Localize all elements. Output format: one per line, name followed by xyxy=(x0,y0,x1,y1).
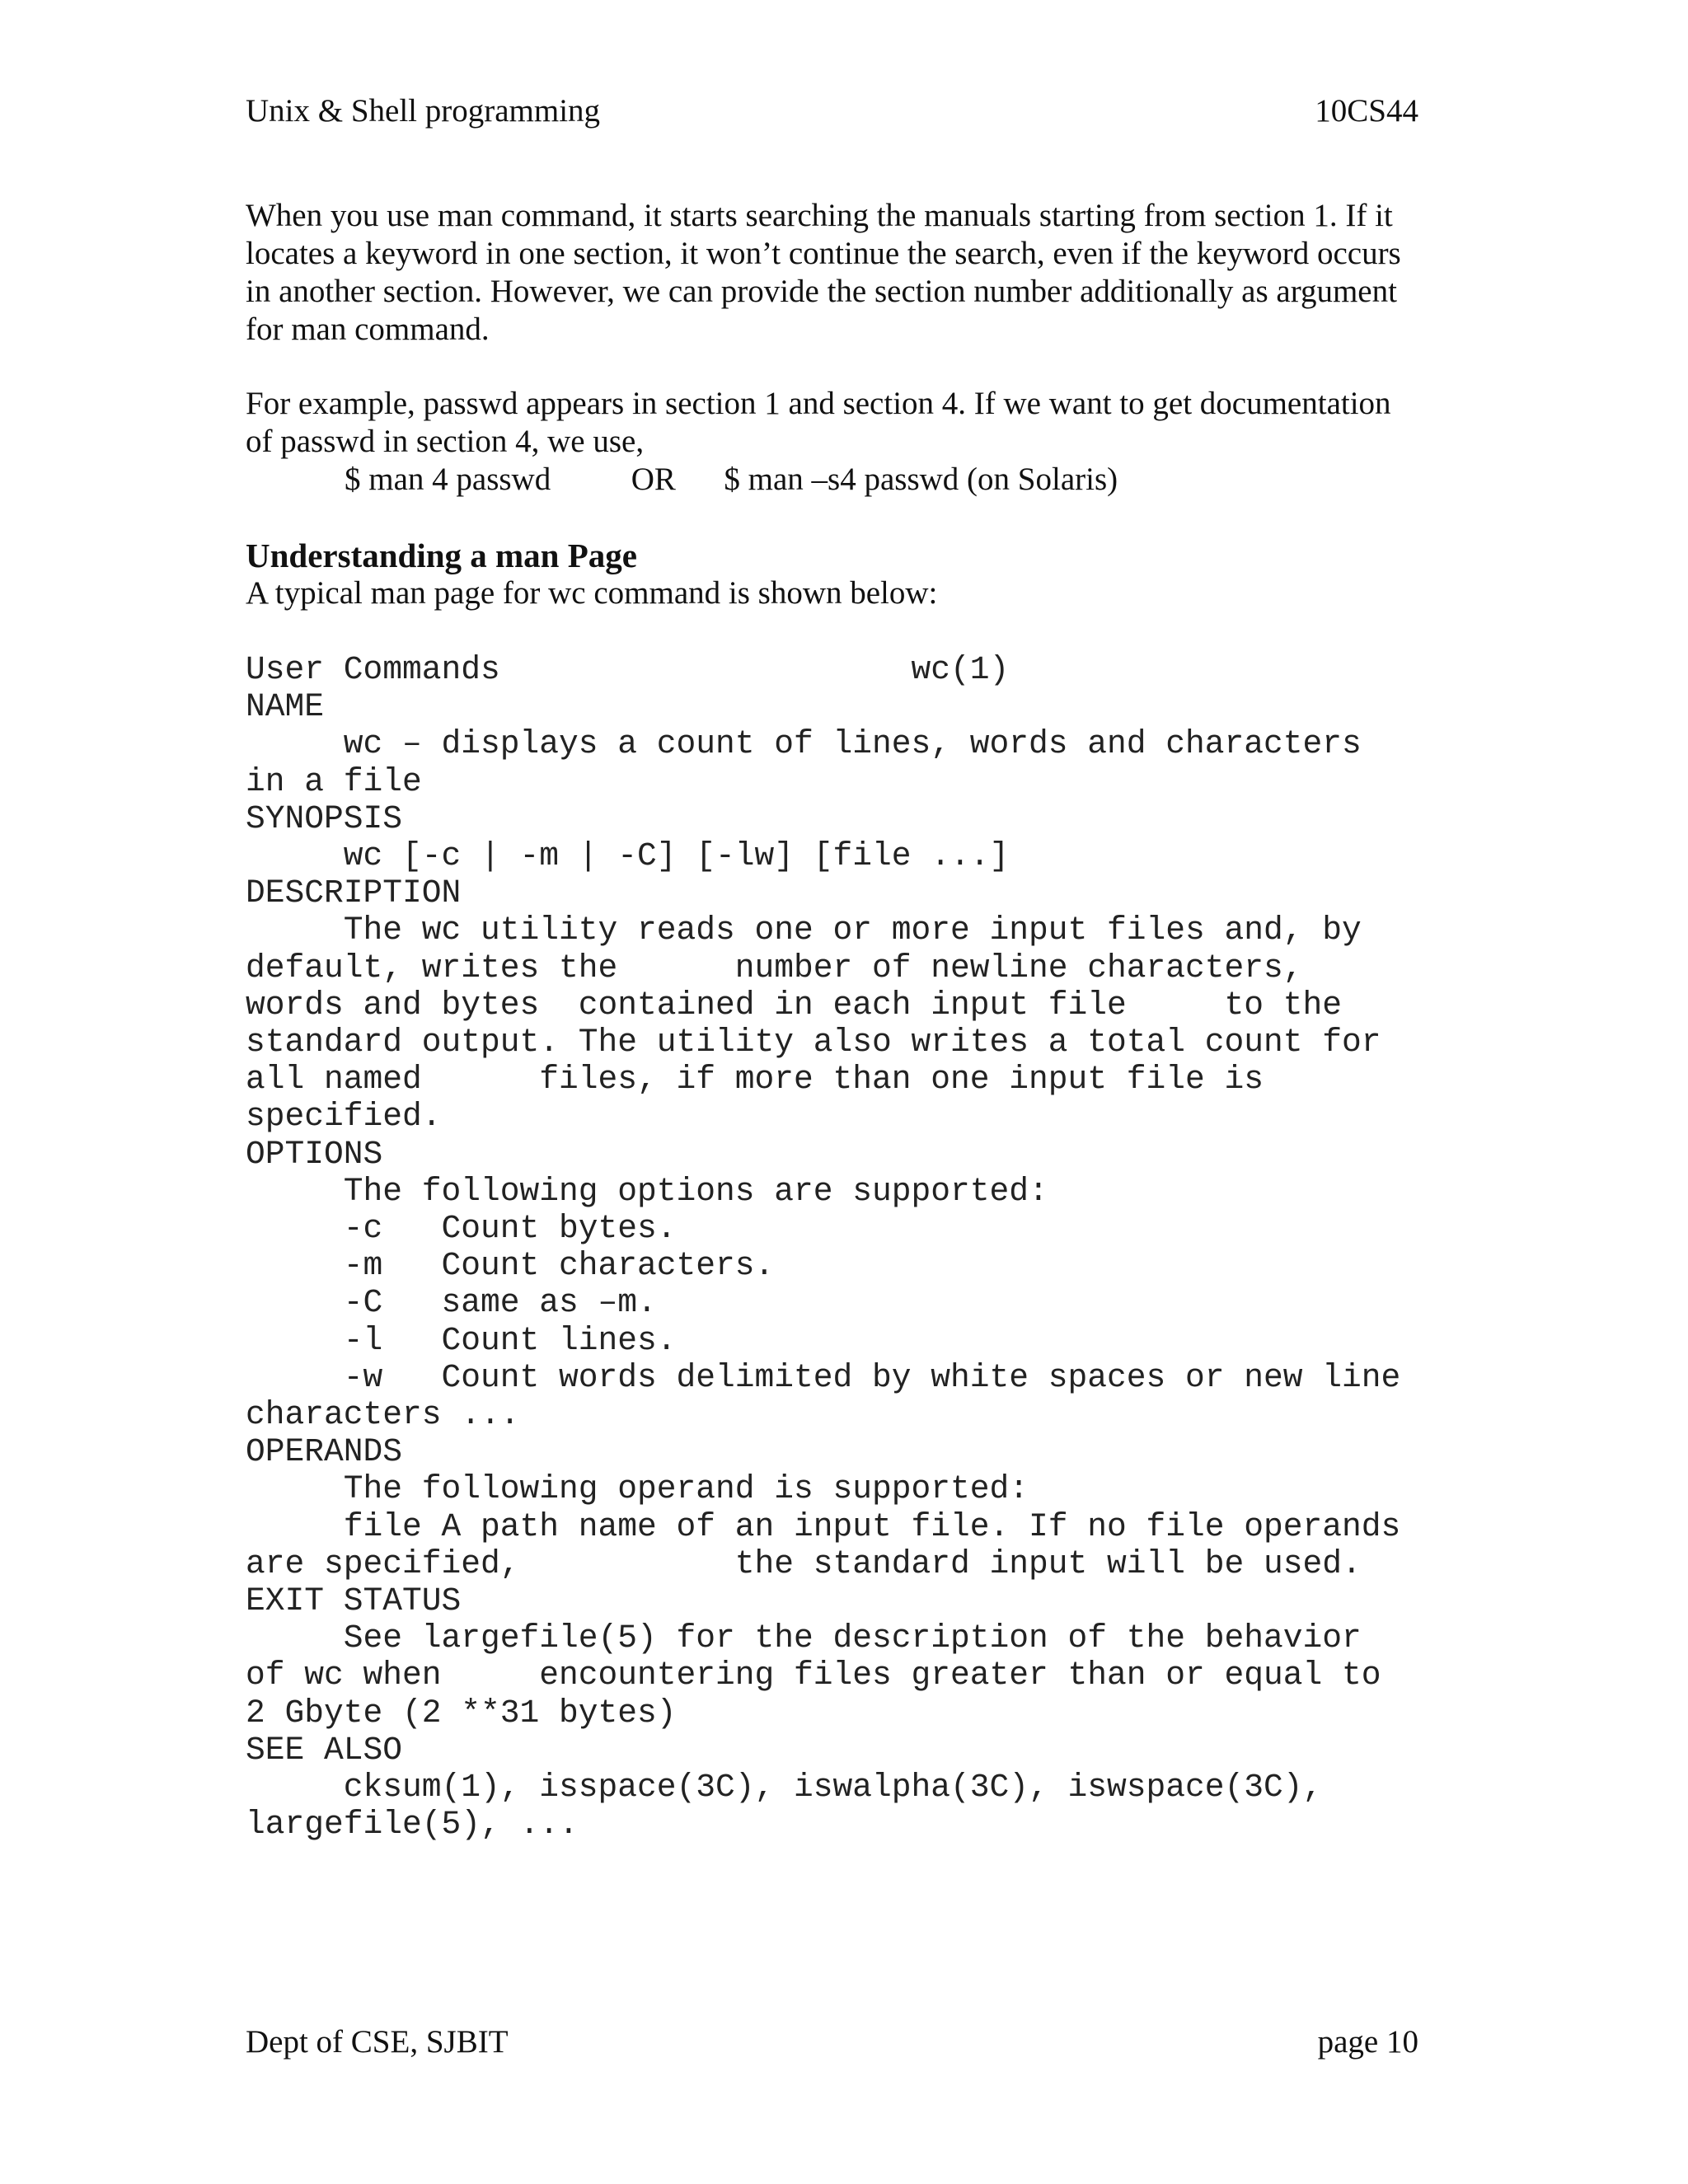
header-course-title: Unix & Shell programming xyxy=(246,93,601,129)
section-heading: Understanding a man Page xyxy=(246,537,637,574)
page-footer xyxy=(246,2023,1418,2062)
example-commands: $ man 4 passwd OR $ man –s4 passwd (on Solaris) xyxy=(345,462,1118,497)
footer-page-number: page 10 xyxy=(1317,2024,1418,2060)
wc-man-page-listing: User Commands wc(1) NAME wc – displays a count of lines, words and characters in a file SYNOPSIS wc [-c | -m | -C] [-lw] [file ...] DESCRIPTION The wc utility reads one or more input files and, by default, writes the number of newline characters, words and bytes contained in each input file to the standard output. The utility also writes a total count for all named files, if more than one input file is specified. OPTIONS The following options are supported: -c Count bytes. -m Count characters. -C same as –m. -l Count lines. -w Count words delimited by white spaces or new line characters ... OPERANDS The following operand is supported: file A path name of an input file. If no file operands are specified, the standard input will be used. EXIT STATUS See largefile(5) for the description of the behavior of wc when encountering files greater than or equal to 2 Gbyte (2 **31 bytes) SEE ALSO cksum(1), isspace(3C), iswalpha(3C), iswspace(3C), largefile(5), ... xyxy=(246,651,1401,1844)
page-header xyxy=(246,92,1418,131)
header-course-code: 10CS44 xyxy=(1315,93,1418,129)
footer-department: Dept of CSE, SJBIT xyxy=(246,2024,509,2060)
example-paragraph: For example, passwd appears in section 1 and section 4. If we want to get documentation of passwd in section 4, we use, xyxy=(246,386,1391,459)
section-lead: A typical man page for wc command is shown below: xyxy=(246,575,938,611)
intro-paragraph: When you use man command, it starts searching the manuals starting from section 1. If it locates a keyword in one section, it won’t continue the search, even if the keyword occurs in another section. However, we can provide the section number additionally as argument for man command. xyxy=(246,198,1401,347)
